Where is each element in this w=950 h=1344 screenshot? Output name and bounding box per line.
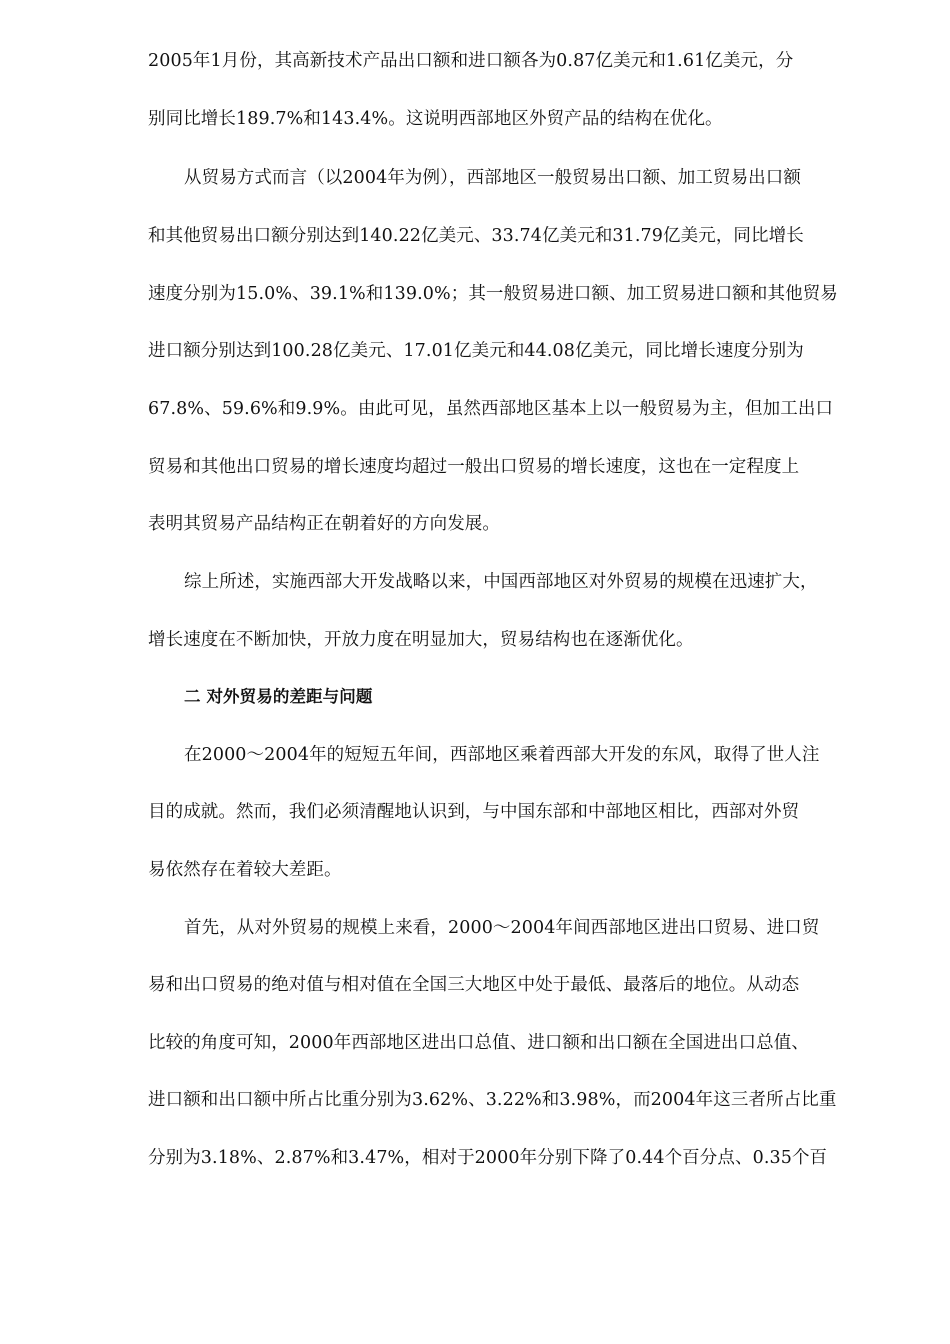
paragraph-3-line-2: 增长速度在不断加快，开放力度在明显加大，贸易结构也在逐渐优化。 [148, 630, 694, 650]
paragraph-2-line-6: 贸易和其他出口贸易的增长速度均超过一般出口贸易的增长速度，这也在一定程度上 [148, 457, 800, 477]
paragraph-2-line-2: 和其他贸易出口额分别达到140.22亿美元、33.74亿美元和31.79亿美元，同比增长 [148, 226, 804, 246]
paragraph-5-line-3: 比较的角度可知，2000年西部地区进出口总值、进口额和出口额在全国进出口总值、 [148, 1033, 809, 1053]
paragraph-4-line-1: 在2000～2004年的短短五年间，西部地区乘着西部大开发的东风，取得了世人注 [184, 745, 820, 765]
paragraph-4-line-2: 目的成就。然而，我们必须清醒地认识到，与中国东部和中部地区相比，西部对外贸 [148, 802, 800, 822]
paragraph-4-line-3: 易依然存在着较大差距。 [148, 860, 342, 880]
paragraph-2-line-3: 速度分别为15.0%、39.1%和139.0%；其一般贸易进口额、加工贸易进口额和其他贸易 [148, 284, 838, 304]
paragraph-2-line-1: 从贸易方式而言（以2004年为例），西部地区一般贸易出口额、加工贸易出口额 [184, 168, 801, 188]
paragraph-5-line-2: 易和出口贸易的绝对值与相对值在全国三大地区中处于最低、最落后的地位。从动态 [148, 975, 800, 995]
paragraph-2-line-4: 进口额分别达到100.28亿美元、17.01亿美元和44.08亿美元，同比增长速度分别为 [148, 341, 804, 361]
paragraph-2-line-7: 表明其贸易产品结构正在朝着好的方向发展。 [148, 514, 500, 534]
paragraph-5-line-4: 进口额和出口额中所占比重分别为3.62%、3.22%和3.98%，而2004年这三者所占比重 [148, 1090, 837, 1110]
paragraph-1-line-1: 2005年1月份，其高新技术产品出口额和进口额各为0.87亿美元和1.61亿美元，分 [148, 51, 794, 71]
paragraph-5-line-1: 首先，从对外贸易的规模上来看，2000～2004年间西部地区进出口贸易、进口贸 [184, 918, 820, 938]
section-heading: 二 对外贸易的差距与问题 [184, 687, 373, 706]
paragraph-2-line-5: 67.8%、59.6%和9.9%。由此可见，虽然西部地区基本上以一般贸易为主，但加工出口 [148, 399, 834, 419]
paragraph-1-line-2: 别同比增长189.7%和143.4%。这说明西部地区外贸产品的结构在优化。 [148, 109, 723, 129]
paragraph-3-line-1: 综上所述，实施西部大开发战略以来，中国西部地区对外贸易的规模在迅速扩大， [184, 572, 818, 592]
paragraph-5-line-5: 分别为3.18%、2.87%和3.47%，相对于2000年分别下降了0.44个百分点、0.35个百 [148, 1148, 828, 1168]
